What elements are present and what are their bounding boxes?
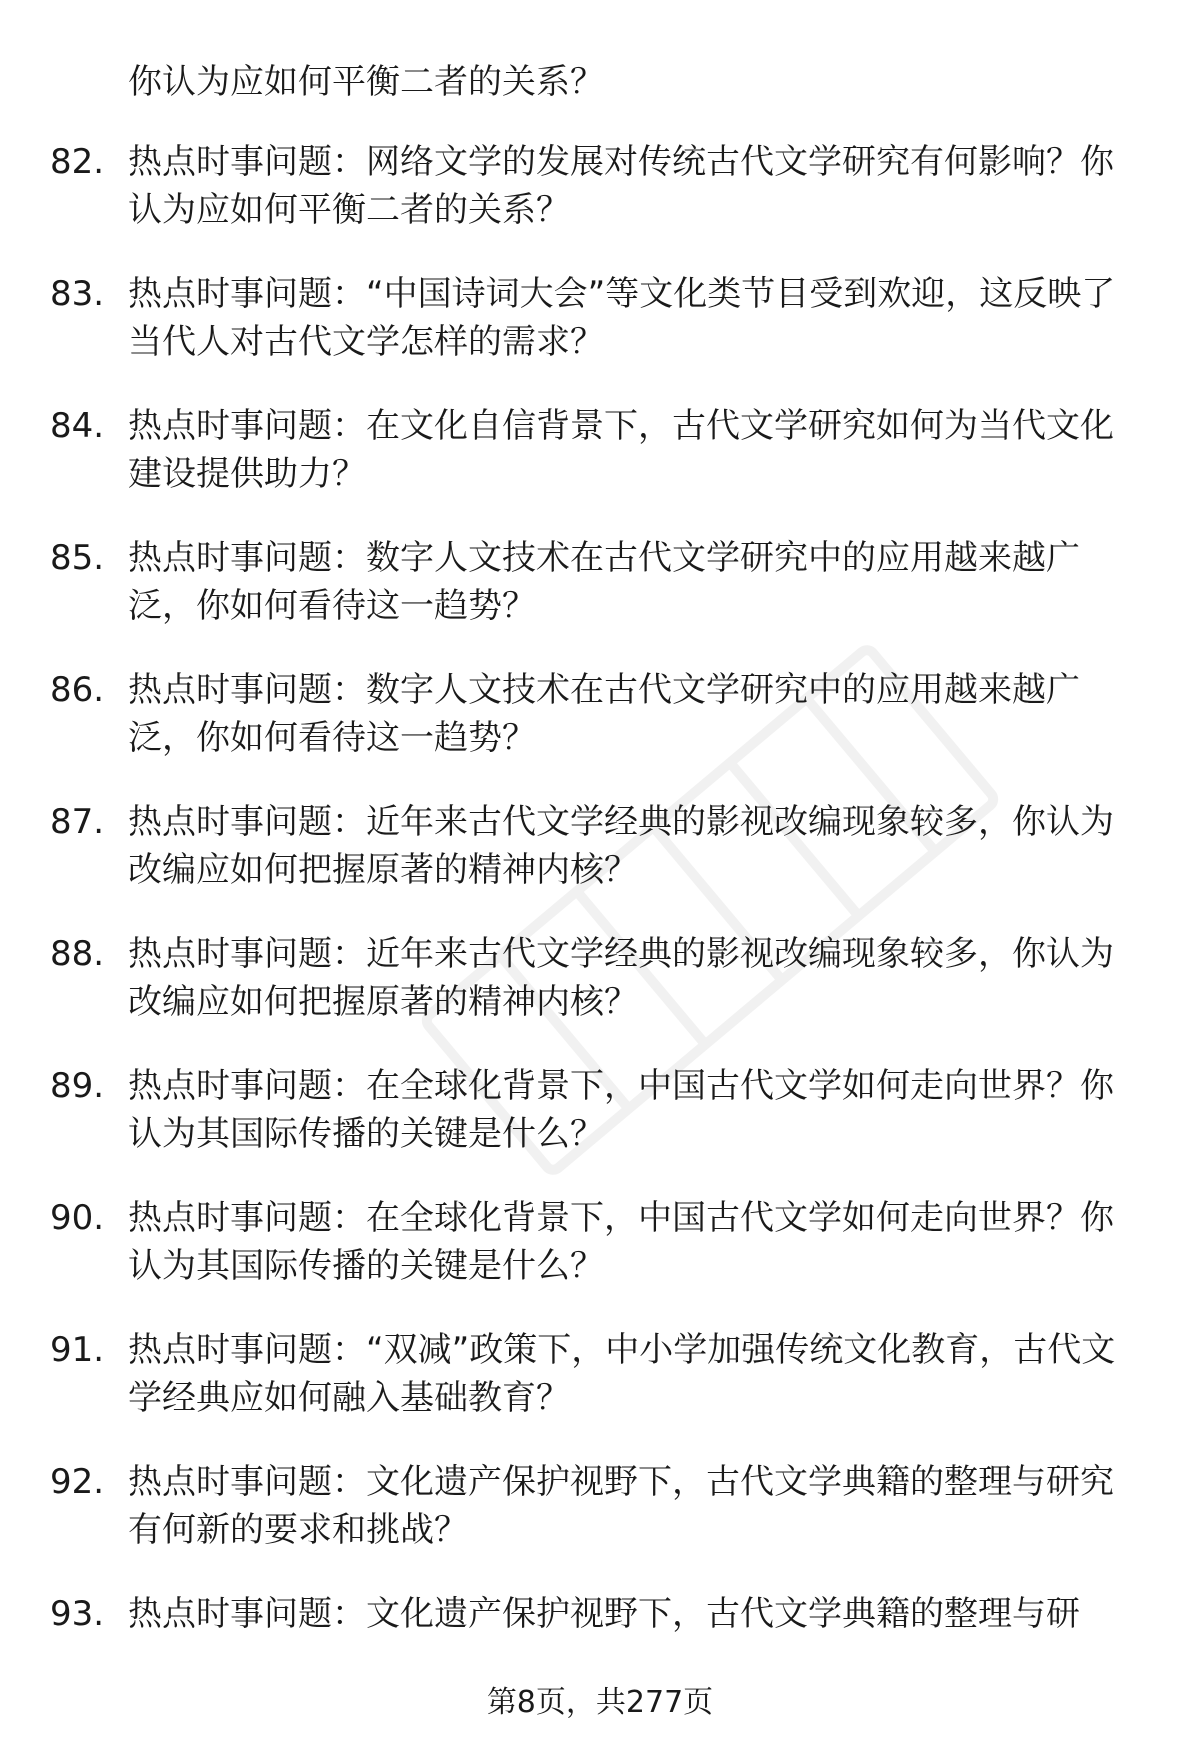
- question-item: [0, 930, 1200, 1062]
- question-number: 82.: [50, 142, 105, 182]
- question-item: [0, 1326, 1200, 1458]
- question-text: 热点时事问题：数字人文技术在古代文学研究中的应用越来越广泛，你如何看待这一趋势？: [128, 670, 1080, 758]
- question-item: [0, 138, 1200, 270]
- question-number: 88.: [50, 934, 105, 974]
- question-item: [0, 534, 1200, 666]
- question-text: 热点时事问题：在全球化背景下，中国古代文学如何走向世界？你认为其国际传播的关键是什么？: [128, 1198, 1114, 1286]
- question-item: [0, 1194, 1200, 1326]
- question-text: 热点时事问题：文化遗产保护视野下，古代文学典籍的整理与研: [128, 1594, 1080, 1634]
- question-text: 热点时事问题：网络文学的发展对传统古代文学研究有何影响？你认为应如何平衡二者的关系？: [128, 142, 1114, 230]
- question-text: 热点时事问题：近年来古代文学经典的影视改编现象较多，你认为改编应如何把握原著的精神内核？: [128, 934, 1114, 1022]
- question-text: 热点时事问题：在全球化背景下，中国古代文学如何走向世界？你认为其国际传播的关键是什么？: [128, 1066, 1114, 1154]
- question-number: 83.: [50, 274, 105, 314]
- question-number: 91.: [50, 1330, 105, 1370]
- question-number: 90.: [50, 1198, 105, 1238]
- question-number: 85.: [50, 538, 105, 578]
- question-number: 87.: [50, 802, 105, 842]
- question-number: 86.: [50, 670, 105, 710]
- question-text: 热点时事问题：“中国诗词大会”等文化类节目受到欢迎，这反映了当代人对古代文学怎样的需求？: [128, 274, 1116, 362]
- question-text: 热点时事问题：在文化自信背景下，古代文学研究如何为当代文化建设提供助力？: [128, 406, 1114, 494]
- question-text: 热点时事问题：数字人文技术在古代文学研究中的应用越来越广泛，你如何看待这一趋势？: [128, 538, 1080, 626]
- question-text: 热点时事问题：“双减”政策下，中小学加强传统文化教育，古代文学经典应如何融入基础教育？: [128, 1330, 1116, 1418]
- question-item: [0, 402, 1200, 534]
- question-item: [0, 798, 1200, 930]
- page-footer: 第8页，共277页: [486, 1685, 714, 1720]
- question-item: [0, 270, 1200, 402]
- question-text: 热点时事问题：近年来古代文学经典的影视改编现象较多，你认为改编应如何把握原著的精神内核？: [128, 802, 1114, 890]
- question-list: [0, 138, 1200, 1722]
- question-item: [0, 1062, 1200, 1194]
- question-number: 92.: [50, 1462, 105, 1502]
- question-number: 84.: [50, 406, 105, 446]
- question-number: 93.: [50, 1594, 105, 1634]
- question-item: [0, 1458, 1200, 1590]
- question-number: 89.: [50, 1066, 105, 1106]
- continuation-text: 你认为应如何平衡二者的关系？: [128, 62, 604, 102]
- question-item: [0, 666, 1200, 798]
- question-text: 热点时事问题：文化遗产保护视野下，古代文学典籍的整理与研究有何新的要求和挑战？: [128, 1462, 1114, 1550]
